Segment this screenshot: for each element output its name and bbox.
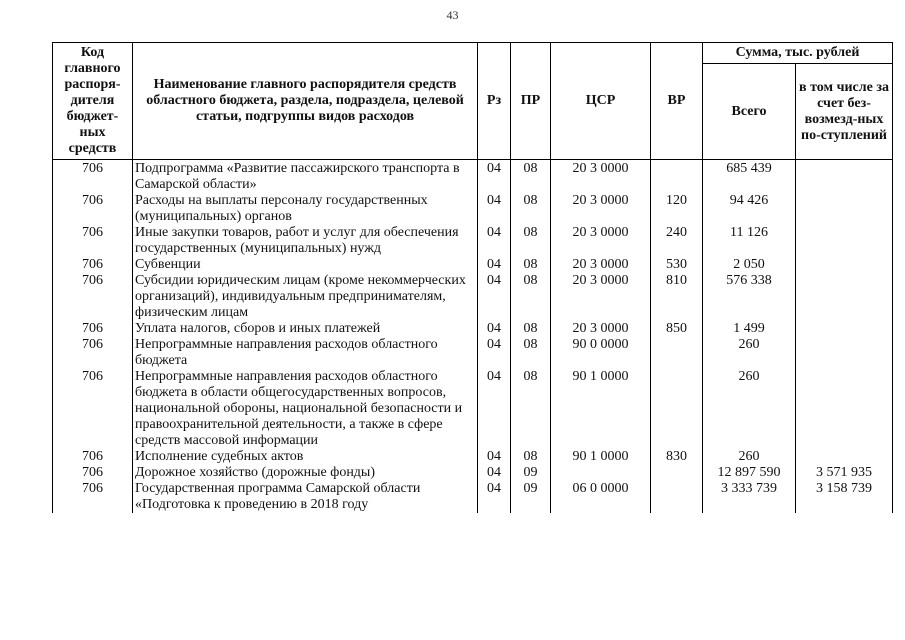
cell-total: 94 426 — [703, 193, 796, 225]
cell-name: Исполнение судебных актов — [133, 449, 478, 465]
cell-name: Иные закупки товаров, работ и услуг для обеспечения государственных (муниципальных) нужд — [133, 225, 478, 257]
cell-csr: 90 1 0000 — [551, 369, 651, 449]
cell-rz: 04 — [478, 481, 511, 513]
cell-vr: 530 — [651, 257, 703, 273]
cell-csr: 20 3 0000 — [551, 273, 651, 321]
cell-name: Уплата налогов, сборов и иных платежей — [133, 321, 478, 337]
cell-code: 706 — [53, 481, 133, 513]
cell-code: 706 — [53, 449, 133, 465]
header-name: Наименование главного распорядителя средств областного бюджета, раздела, подраздела, целевой статьи, подгруппы видов расходов — [133, 43, 478, 160]
cell-rz: 04 — [478, 160, 511, 194]
cell-pr: 08 — [511, 321, 551, 337]
cell-total: 11 126 — [703, 225, 796, 257]
header-vr: ВР — [651, 43, 703, 160]
cell-code: 706 — [53, 465, 133, 481]
cell-gratuitous — [796, 321, 893, 337]
cell-pr: 08 — [511, 193, 551, 225]
cell-gratuitous: 3 571 935 — [796, 465, 893, 481]
header-gratuitous: в том числе за счет без-возмезд-ных по-ступлений — [796, 64, 893, 160]
cell-name: Субсидии юридическим лицам (кроме некоммерческих организаций), индивидуальным предпринимателям, физическим лицам — [133, 273, 478, 321]
cell-name: Государственная программа Самарской области «Подготовка к проведению в 2018 году — [133, 481, 478, 513]
cell-gratuitous — [796, 273, 893, 321]
table-row — [53, 337, 893, 369]
table-row — [53, 257, 893, 273]
table-row — [53, 369, 893, 449]
table-row — [53, 193, 893, 225]
cell-rz: 04 — [478, 273, 511, 321]
cell-rz: 04 — [478, 225, 511, 257]
cell-csr: 20 3 0000 — [551, 193, 651, 225]
cell-code: 706 — [53, 257, 133, 273]
cell-pr: 08 — [511, 369, 551, 449]
cell-rz: 04 — [478, 337, 511, 369]
cell-vr — [651, 369, 703, 449]
cell-csr — [551, 465, 651, 481]
cell-gratuitous — [796, 449, 893, 465]
cell-csr: 06 0 0000 — [551, 481, 651, 513]
cell-pr: 08 — [511, 449, 551, 465]
cell-rz: 04 — [478, 465, 511, 481]
cell-gratuitous — [796, 225, 893, 257]
table-row — [53, 273, 893, 321]
budget-table — [52, 42, 893, 513]
table-row — [53, 321, 893, 337]
cell-total: 260 — [703, 337, 796, 369]
cell-vr: 830 — [651, 449, 703, 465]
cell-name: Подпрограмма «Развитие пассажирского транспорта в Самарской области» — [133, 160, 478, 194]
cell-vr — [651, 160, 703, 194]
cell-vr: 810 — [651, 273, 703, 321]
header-sum-group: Сумма, тыс. рублей — [703, 43, 893, 64]
cell-gratuitous — [796, 160, 893, 194]
cell-name: Непрограммные направления расходов областного бюджета — [133, 337, 478, 369]
cell-csr: 90 1 0000 — [551, 449, 651, 465]
header-total: Всего — [703, 64, 796, 160]
cell-code: 706 — [53, 160, 133, 194]
cell-csr: 20 3 0000 — [551, 160, 651, 194]
table-row — [53, 160, 893, 194]
table-row — [53, 465, 893, 481]
cell-code: 706 — [53, 337, 133, 369]
cell-vr: 240 — [651, 225, 703, 257]
cell-vr — [651, 337, 703, 369]
cell-pr: 08 — [511, 273, 551, 321]
cell-csr: 90 0 0000 — [551, 337, 651, 369]
table-row — [53, 449, 893, 465]
cell-vr — [651, 481, 703, 513]
cell-total: 3 333 739 — [703, 481, 796, 513]
cell-name: Субвенции — [133, 257, 478, 273]
header-pr: ПР — [511, 43, 551, 160]
cell-total: 576 338 — [703, 273, 796, 321]
cell-total: 2 050 — [703, 257, 796, 273]
cell-rz: 04 — [478, 449, 511, 465]
cell-pr: 08 — [511, 160, 551, 194]
cell-code: 706 — [53, 369, 133, 449]
cell-gratuitous — [796, 369, 893, 449]
cell-pr: 09 — [511, 481, 551, 513]
cell-csr: 20 3 0000 — [551, 225, 651, 257]
cell-total: 1 499 — [703, 321, 796, 337]
cell-vr: 850 — [651, 321, 703, 337]
table-row — [53, 225, 893, 257]
cell-csr: 20 3 0000 — [551, 321, 651, 337]
cell-gratuitous — [796, 257, 893, 273]
cell-name: Дорожное хозяйство (дорожные фонды) — [133, 465, 478, 481]
cell-pr: 08 — [511, 225, 551, 257]
cell-rz: 04 — [478, 369, 511, 449]
header-code: Код главного распоря-дителя бюджет-ных средств — [53, 43, 133, 160]
cell-rz: 04 — [478, 193, 511, 225]
page-number: 43 — [446, 8, 459, 22]
cell-rz: 04 — [478, 257, 511, 273]
cell-gratuitous: 3 158 739 — [796, 481, 893, 513]
cell-gratuitous — [796, 337, 893, 369]
cell-vr: 120 — [651, 193, 703, 225]
cell-code: 706 — [53, 273, 133, 321]
cell-name: Расходы на выплаты персоналу государственных (муниципальных) органов — [133, 193, 478, 225]
cell-csr: 20 3 0000 — [551, 257, 651, 273]
table-header — [53, 43, 893, 160]
header-csr: ЦСР — [551, 43, 651, 160]
cell-total: 260 — [703, 449, 796, 465]
cell-rz: 04 — [478, 321, 511, 337]
cell-code: 706 — [53, 321, 133, 337]
cell-code: 706 — [53, 225, 133, 257]
cell-pr: 09 — [511, 465, 551, 481]
table-body — [53, 160, 893, 514]
cell-code: 706 — [53, 193, 133, 225]
cell-name: Непрограммные направления расходов областного бюджета в области общегосударственных вопросов, национальной обороны, национальной безопасности и правоохранительной деятельности, а также в сфере средств массовой информации — [133, 369, 478, 449]
cell-vr — [651, 465, 703, 481]
cell-pr: 08 — [511, 257, 551, 273]
cell-total: 12 897 590 — [703, 465, 796, 481]
cell-total: 260 — [703, 369, 796, 449]
cell-pr: 08 — [511, 337, 551, 369]
cell-gratuitous — [796, 193, 893, 225]
header-rz: Рз — [478, 43, 511, 160]
table-row — [53, 481, 893, 513]
cell-total: 685 439 — [703, 160, 796, 194]
